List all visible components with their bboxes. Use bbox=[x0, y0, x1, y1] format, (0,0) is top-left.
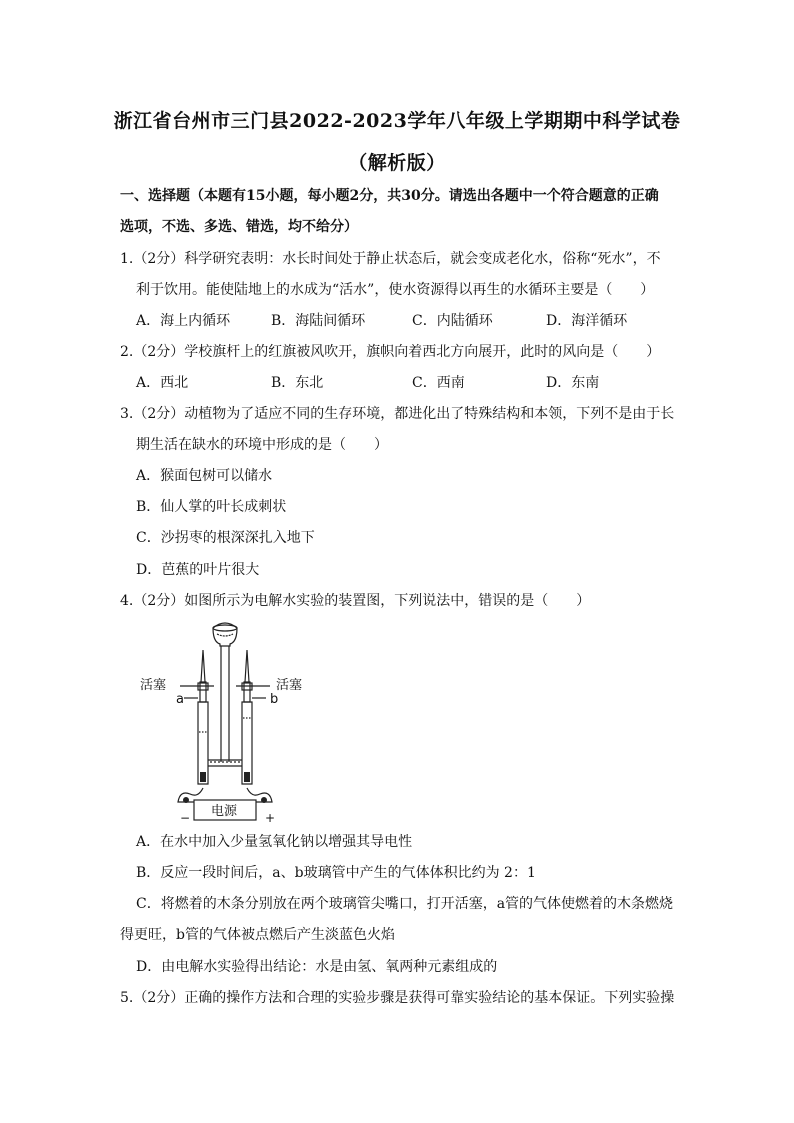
q2-stem: 2.（2分）学校旗杆上的红旗被风吹开，旗帜向着西北方向展开，此时的风向是（ ） bbox=[120, 344, 661, 360]
q3-option-b: B．仙人掌的叶长成刺状 bbox=[136, 499, 287, 515]
q4-option-a: A．在水中加入少量氢氧化钠以增强其导电性 bbox=[136, 834, 413, 850]
q1-option-c: C．内陆循环 bbox=[412, 313, 493, 329]
q4-option-c-line1: C．将燃着的木条分别放在两个玻璃管尖嘴口，打开活塞，a管的气体使燃着的木条燃烧 bbox=[136, 896, 674, 912]
section-heading-line1: 一、选择题（本题有15小题，每小题2分，共30分。请选出各题中一个符合题意的正确 bbox=[120, 188, 659, 204]
q4-option-d: D．由电解水实验得出结论：水是由氢、氧两种元素组成的 bbox=[136, 959, 498, 975]
exam-title: 浙江省台州市三门县2022-2023学年八年级上学期期中科学试卷 bbox=[113, 110, 681, 132]
q2-option-b: B．东北 bbox=[271, 375, 324, 391]
exam-subtitle: （解析版） bbox=[348, 152, 446, 174]
q1-option-d: D．海洋循环 bbox=[546, 313, 628, 329]
q4-option-c-line2: 得更旺，b管的气体被点燃后产生淡蓝色火焰 bbox=[120, 927, 395, 943]
q1-stem-line1: 1.（2分）科学研究表明：水长时间处于静止状态后，就会变成老化水，俗称“死水”，不 bbox=[120, 251, 661, 267]
stopcock-left-label: 活塞 bbox=[140, 678, 167, 693]
q4-option-b: B．反应一段时间后，a、b玻璃管中产生的气体体积比约为 2：1 bbox=[136, 865, 536, 881]
positive-terminal-label: + bbox=[265, 811, 276, 824]
q5-stem-line1: 5.（2分）正确的操作方法和合理的实验步骤是获得可靠实验结论的基本保证。下列实验操 bbox=[120, 990, 675, 1006]
q2-option-a: A．西北 bbox=[136, 375, 189, 391]
q3-option-c: C．沙拐枣的根深深扎入地下 bbox=[136, 530, 315, 546]
q4-stem: 4.（2分）如图所示为电解水实验的装置图，下列说法中，错误的是（ ） bbox=[120, 593, 591, 609]
q2-option-d: D．东南 bbox=[546, 375, 600, 391]
q3-option-d: D．芭蕉的叶片很大 bbox=[136, 562, 260, 578]
q3-option-a: A．猴面包树可以储水 bbox=[136, 468, 273, 484]
tube-b-label: b bbox=[270, 692, 279, 707]
stopcock-right-label: 活塞 bbox=[276, 678, 303, 693]
q3-stem-line1: 3.（2分）动植物为了适应不同的生存环境，都进化出了特殊结构和本领，下列不是由于长 bbox=[120, 406, 675, 422]
q2-option-c: C．西南 bbox=[412, 375, 465, 391]
q3-stem-line2: 期生活在缺水的环境中形成的是（ ） bbox=[136, 437, 388, 453]
electrolysis-apparatus-figure bbox=[120, 612, 320, 824]
power-source-label: 电源 bbox=[211, 804, 238, 819]
negative-terminal-label: − bbox=[180, 811, 191, 824]
tube-a-label: a bbox=[176, 692, 184, 707]
q1-option-a: A．海上内循环 bbox=[136, 313, 231, 329]
section-heading-line2: 选项，不选、多选、错选，均不给分） bbox=[120, 219, 358, 235]
q1-option-b: B．海陆间循环 bbox=[271, 313, 366, 329]
q1-stem-line2: 利于饮用。能使陆地上的水成为“活水”，使水资源得以再生的水循环主要是（ ） bbox=[136, 282, 655, 298]
